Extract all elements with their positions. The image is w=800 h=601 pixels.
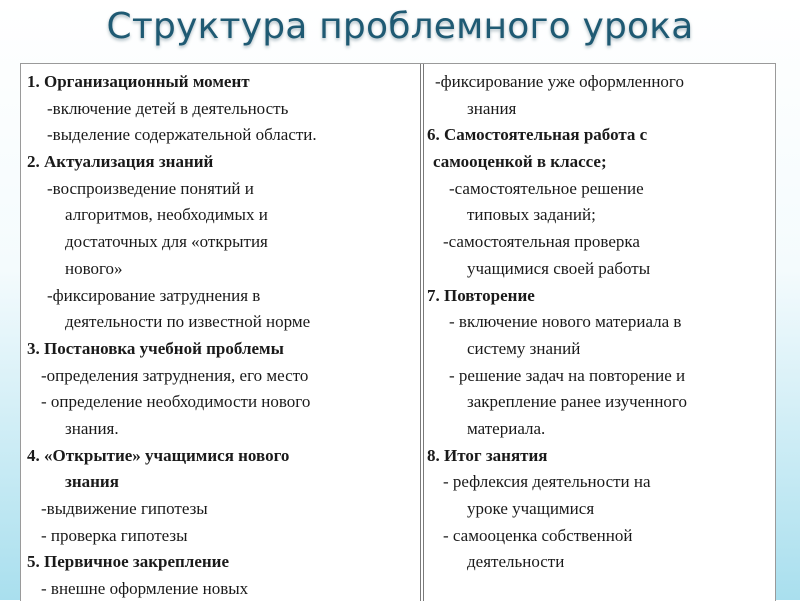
list-item: материала. xyxy=(467,418,546,438)
list-item: закрепление ранее изученного xyxy=(467,392,687,412)
list-item: алгоритмов, необходимых и xyxy=(65,205,268,225)
section-heading: 4. «Открытие» учащимися нового xyxy=(27,445,290,465)
section-heading: знания xyxy=(65,472,119,492)
left-column xyxy=(27,69,415,601)
list-item: - включение нового материала в xyxy=(449,312,682,332)
list-item: знания. xyxy=(65,418,119,438)
list-item: - определение необходимости нового xyxy=(41,392,311,412)
section-heading: 5. Первичное закрепление xyxy=(27,552,230,572)
list-item: -воспроизведение понятий и xyxy=(47,178,254,198)
list-item: систему знаний xyxy=(467,338,581,358)
content-table xyxy=(20,63,776,601)
list-item: -определения затруднения, его место xyxy=(41,365,309,385)
list-item: -выдвижение гипотезы xyxy=(41,499,208,518)
list-item: деятельности xyxy=(467,552,565,572)
list-item: уроке учащимися xyxy=(467,499,595,518)
section-heading: 3. Постановка учебной проблемы xyxy=(27,338,284,358)
list-item: - решение задач на повторение и xyxy=(449,365,686,385)
section-heading: 2. Актуализация знаний xyxy=(27,152,214,172)
list-item: нового» xyxy=(65,258,123,278)
list-item: учащимися своей работы xyxy=(467,258,651,278)
list-item: - внешне оформление новых xyxy=(41,579,249,599)
list-item: деятельности по известной норме xyxy=(65,312,311,332)
right-column xyxy=(427,69,771,576)
list-item: - проверка гипотезы xyxy=(41,525,188,545)
section-heading: самооценкой в классе; xyxy=(433,152,607,172)
list-item: -выделение содержательной области. xyxy=(47,125,317,145)
list-item: - самооценка собственной xyxy=(443,525,633,545)
list-item: - рефлексия деятельности на xyxy=(443,472,651,492)
section-heading: 8. Итог занятия xyxy=(427,445,548,465)
slide-title: Структура проблемного урока xyxy=(106,6,694,47)
section-heading: 7. Повторение xyxy=(427,285,535,305)
list-item: -фиксирование уже оформленного xyxy=(435,72,684,91)
section-heading: 6. Самостоятельная работа с xyxy=(427,125,648,145)
list-item: -самостоятельное решение xyxy=(449,178,644,198)
list-item: -самостоятельная проверка xyxy=(443,232,640,252)
list-item: достаточных для «открытия xyxy=(65,232,268,252)
list-item: -включение детей в деятельность xyxy=(47,98,289,118)
list-item: типовых заданий; xyxy=(467,205,596,225)
list-item: знания xyxy=(467,98,517,118)
column-divider xyxy=(420,64,424,601)
section-heading: 1. Организационный момент xyxy=(27,72,250,91)
list-item: -фиксирование затруднения в xyxy=(47,285,261,305)
